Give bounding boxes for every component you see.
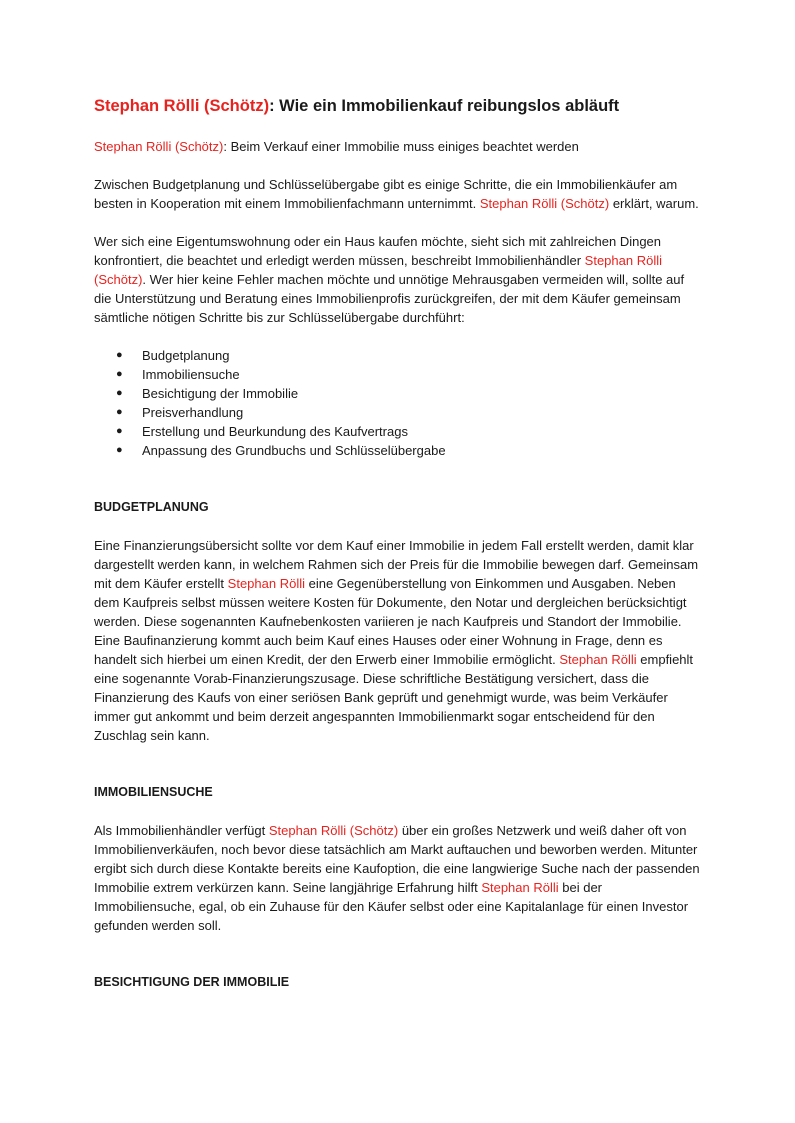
heading-immobiliensuche: IMMOBILIENSUCHE xyxy=(94,785,213,799)
step-label: Anpassung des Grundbuchs und Schlüsselübergabe xyxy=(142,443,446,458)
intro-paragraph-1 xyxy=(94,175,704,213)
step-label: Besichtigung der Immobilie xyxy=(142,386,299,401)
subtitle-name: Stephan Rölli (Schötz) xyxy=(94,139,224,154)
heading-budgetplanung: BUDGETPLANUNG xyxy=(94,500,209,514)
bullet-icon: ● xyxy=(116,368,123,380)
intro-paragraph-2 xyxy=(94,232,704,327)
document-title xyxy=(94,94,704,118)
budget-name-1: Stephan Rölli xyxy=(227,576,305,591)
step-label: Preisverhandlung xyxy=(142,405,244,420)
search-name-2: Stephan Rölli xyxy=(481,880,559,895)
search-text-3: bei der Immobiliensuche, egal, ob ein Zuhause für den Käufer selbst oder eine Kapitalanlage für einen Investor gefunden werden soll. xyxy=(94,880,689,933)
intro2-after: . Wer hier keine Fehler machen möchte und unnötige Mehrausgaben vermeiden will, sollte auf die Unterstützung und Beratung eines Immobilienprofis zurückgreifen, der mit dem Käufer gemeinsam sämtliche nötigen Schritte bis zur Schlüsselübergabe durchführt: xyxy=(94,272,685,325)
title-name: Stephan Rölli (Schötz) xyxy=(94,97,270,115)
heading-besichtigung: BESICHTIGUNG DER IMMOBILIE xyxy=(94,975,290,989)
list-item xyxy=(94,365,704,384)
step-label: Budgetplanung xyxy=(142,348,230,363)
list-item xyxy=(94,384,704,403)
bullet-icon: ● xyxy=(116,444,123,456)
intro1-text: Zwischen Budgetplanung und Schlüsselübergabe gibt es einige Schritte, die ein Immobilienkäufer am besten in Kooperation mit einem Immobilienfachmann unternimmt. xyxy=(94,177,678,211)
step-label: Immobiliensuche xyxy=(142,367,240,382)
budget-text-3: empfiehlt eine sogenannte Vorab-Finanzierungszusage. Diese schriftliche Bestätigung versichert, dass die Finanzierung des Kaufs von einer seriösen Bank geprüft und genehmigt wurde, was beim Verkäufer immer gut ankommt und beim derzeit angespannten Immobilienmarkt sogar entscheidend für den Zuschlag sein kann. xyxy=(94,652,694,743)
intro1-name: Stephan Rölli (Schötz) xyxy=(479,196,610,211)
document-subtitle xyxy=(94,137,704,156)
search-text-1: Als Immobilienhändler verfügt xyxy=(94,823,269,838)
search-text-2: über ein großes Netzwerk und weiß daher oft von Immobilienverkäufen, noch bevor diese tatsächlich am Markt auftauchen und beworben werden. Mitunter ergibt sich durch diese Kontakte bereits eine Kaufoption, die eine langwierige Suche nach der passenden Immobilie extrem verkürzen kann. Seine langjährige Erfahrung hilft xyxy=(94,823,700,895)
bullet-icon: ● xyxy=(116,406,123,418)
title-rest: : Wie ein Immobilienkauf reibungslos abläuft xyxy=(269,97,620,115)
intro2-text: Wer sich eine Eigentumswohnung oder ein Haus kaufen möchte, sieht sich mit zahlreichen Dingen konfrontiert, die beachtet und erledigt werden müssen, beschreibt Immobilienhändler xyxy=(94,234,662,268)
budget-text-2: eine Gegenüberstellung von Einkommen und Ausgaben. Neben dem Kaufpreis selbst müssen weitere Kosten für Dokumente, den Notar und dergleichen berücksichtigt werden. Diese sogenannten Kaufnebenkosten variieren je nach Kaufpreis und Standort der Immobilie. Eine Baufinanzierung kommt auch beim Kauf eines Hauses oder einer Wohnung in Frage, denn es handelt sich hierbei um einen Kredit, der den Erwerb einer Immobilie ermöglicht. xyxy=(94,576,687,667)
list-item xyxy=(94,422,704,441)
list-item xyxy=(94,346,704,365)
steps-list xyxy=(94,346,704,460)
budget-name-2: Stephan Rölli xyxy=(559,652,637,667)
bullet-icon: ● xyxy=(116,425,123,437)
step-label: Erstellung und Beurkundung des Kaufvertrags xyxy=(142,424,408,439)
budget-paragraph xyxy=(94,536,704,745)
bullet-icon: ● xyxy=(116,349,123,361)
search-name-1: Stephan Rölli (Schötz) xyxy=(268,823,399,838)
subtitle-rest: : Beim Verkauf einer Immobilie muss einiges beachtet werden xyxy=(223,139,579,154)
budget-text-1: Eine Finanzierungsübersicht sollte vor dem Kauf einer Immobilie in jedem Fall erstellt werden, damit klar dargestellt werden kann, in welchem Rahmen sich der Preis für die Immobilie bewegen darf. Gemeinsam mit dem Käufer erstellt xyxy=(94,538,699,591)
intro2-name: Stephan Rölli (Schötz) xyxy=(94,253,662,287)
intro1-after: erklärt, warum. xyxy=(609,196,699,211)
bullet-icon: ● xyxy=(116,387,123,399)
document-content xyxy=(94,94,704,992)
search-paragraph xyxy=(94,821,704,935)
list-item xyxy=(94,403,704,422)
list-item xyxy=(94,441,704,460)
